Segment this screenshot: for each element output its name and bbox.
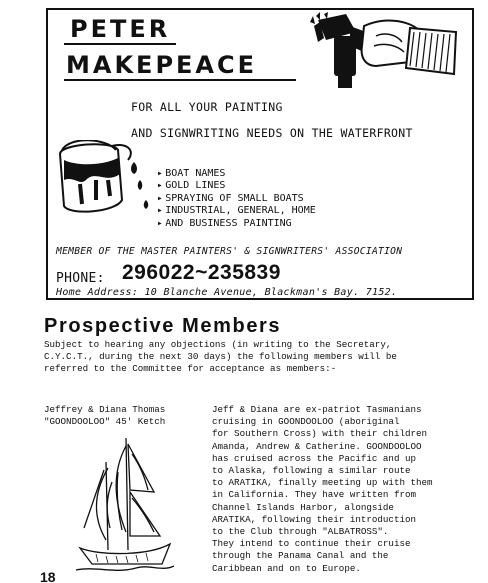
service-item: ▶ AND BUSINESS PAINTING bbox=[158, 218, 316, 230]
bio-line: Caribbean and on to Europe. bbox=[212, 562, 361, 574]
intro-line: C.Y.C.T., during the next 30 days) the following members will be bbox=[44, 351, 397, 363]
bio-line: They intend to continue their cruise bbox=[212, 538, 411, 550]
bio-line: cruising in GOONDOOLOO (aboriginal bbox=[212, 416, 400, 428]
association-line: MEMBER OF THE MASTER PAINTERS' & SIGNWRITERS' ASSOCIATION bbox=[56, 246, 403, 257]
bio-line: to Alaska, following a similar route bbox=[212, 465, 411, 477]
phone-label: PHONE: bbox=[56, 271, 105, 286]
bio-line: to ARATIKA, finally meeting up with them bbox=[212, 477, 433, 489]
service-item: ▶ SPRAYING OF SMALL BOATS bbox=[158, 193, 316, 205]
ad-tagline-line2: AND SIGNWRITING NEEDS ON THE WATERFRONT bbox=[131, 126, 413, 140]
intro-line: referred to the Committee for acceptance as members:- bbox=[44, 363, 337, 375]
service-item: ▶ BOAT NAMES bbox=[158, 168, 316, 180]
member-boat: "GOONDOOLOO" 45' Ketch bbox=[44, 416, 166, 428]
paintbrush-hand-icon bbox=[306, 12, 462, 96]
phone-number: 296022~235839 bbox=[122, 261, 281, 284]
ad-name-last: MAKEPEACE bbox=[66, 51, 258, 79]
member-bio bbox=[212, 404, 433, 575]
member-name: Jeffrey & Diana Thomas bbox=[44, 404, 166, 415]
ketch-sailboat-illustration bbox=[76, 432, 174, 580]
bio-line: Amanda, Andrew & Catherine. GOONDOOLOO bbox=[212, 440, 422, 452]
bio-line: in California. They have written from bbox=[212, 489, 416, 501]
home-address: Home Address: 10 Blanche Avenue, Blackman's Bay. 7152. bbox=[56, 287, 398, 298]
ad-tagline-line1: FOR ALL YOUR PAINTING bbox=[131, 100, 283, 114]
bio-line: through the Panama Canal and the bbox=[212, 550, 389, 562]
bio-line: has cruised across the Pacific and up bbox=[212, 452, 416, 464]
intro-line: Subject to hearing any objections (in writing to the Secretary, bbox=[44, 339, 392, 350]
name-underline bbox=[64, 43, 176, 45]
section-heading: Prospective Members bbox=[44, 315, 282, 337]
bio-line: for Southern Cross) with their children bbox=[212, 428, 428, 440]
ad-name-first: PETER bbox=[70, 15, 171, 43]
service-item: ▶ GOLD LINES bbox=[158, 180, 316, 192]
bio-line: ARATIKA, following their introduction bbox=[212, 513, 416, 525]
member-caption bbox=[44, 404, 165, 428]
bio-line: Jeff & Diana are ex-patriot Tasmanians bbox=[212, 404, 422, 415]
service-item: ▶ INDUSTRIAL, GENERAL, HOME bbox=[158, 205, 316, 217]
intro-paragraph bbox=[44, 339, 397, 376]
bio-line: Channel Islands Harbor, alongside bbox=[212, 501, 394, 513]
bio-line: to the Club through "ALBATROSS". bbox=[212, 526, 389, 538]
name-underline bbox=[64, 79, 296, 81]
services-list bbox=[158, 168, 316, 230]
paint-tin-icon bbox=[56, 140, 160, 224]
page-number: 18 bbox=[40, 571, 56, 583]
